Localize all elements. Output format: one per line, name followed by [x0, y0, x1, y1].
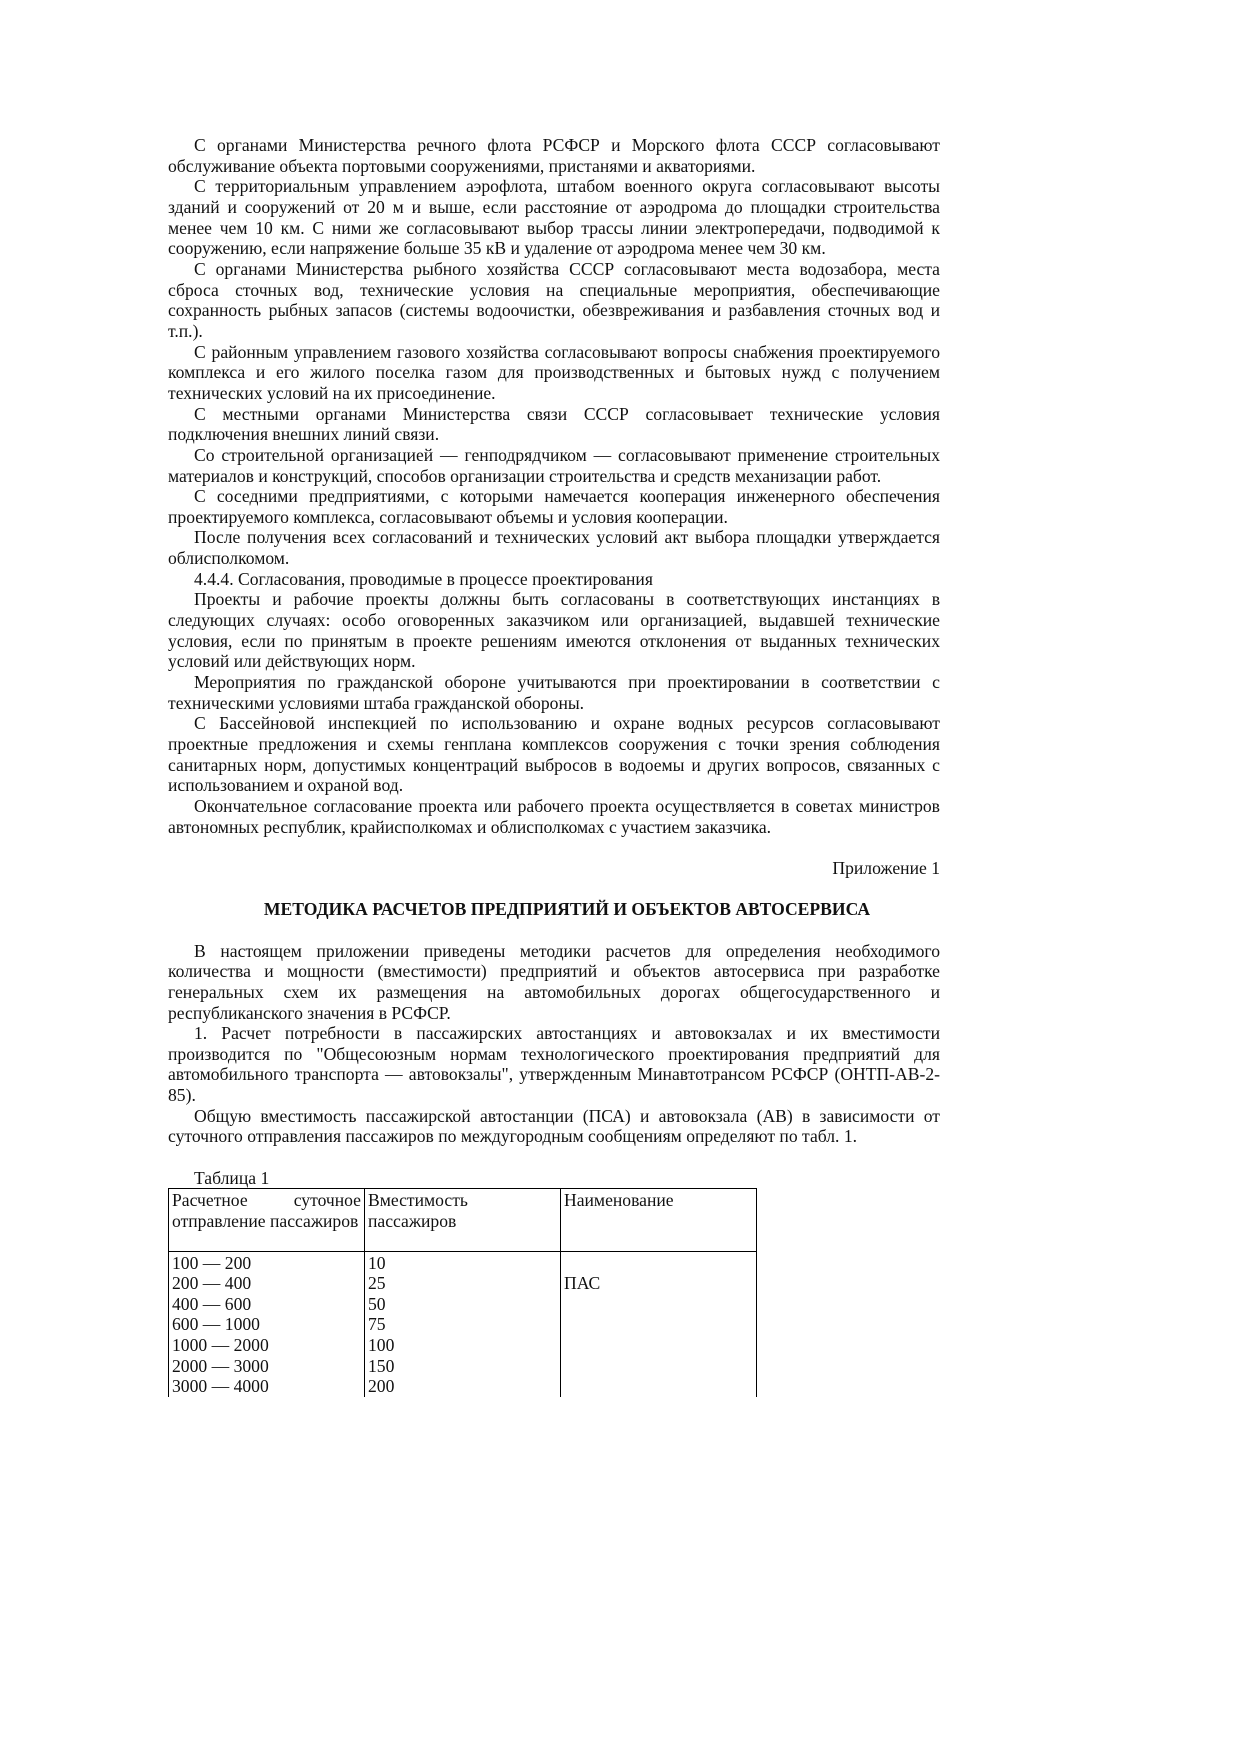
paragraph: С местными органами Министерства связи СССР согласовывает технические условия подключения внешних линий связи.	[168, 403, 940, 445]
table-cell	[561, 1376, 757, 1397]
table-cell: 600 — 1000	[169, 1314, 365, 1335]
document-page	[168, 135, 940, 1397]
paragraph: С Бассейновой инспекцией по использованию и охране водных ресурсов согласовывают проектные предложения и схемы генплана комплексов сооружения с точки зрения соблюдения санитарных норм, допустимых концентраций выбросов в водоемы и других вопросов, связанных с использованием и охраной вод.	[168, 713, 940, 796]
table-cell: 25	[365, 1273, 561, 1294]
table-body	[169, 1252, 757, 1396]
table-row	[169, 1314, 757, 1335]
paragraph: Мероприятия по гражданской обороне учитываются при проектировании в соответствии с техническими условиями штаба гражданской обороны.	[168, 672, 940, 713]
paragraph: С органами Министерства рыбного хозяйства СССР согласовывают места водозабора, места сброса сточных вод, технические условия на специальные мероприятия, обеспечивающие сохранность рыбных запасов (системы водоочистки, обезвреживания и разбавления сточных вод и т.п.).	[168, 258, 940, 341]
paragraph: 1. Расчет потребности в пассажирских автостанциях и автовокзалах и их вместимости производится по "Общесоюзным нормам технологического проектирования предприятий для автомобильного транспорта — автовокзалы", утвержденным Минавтотрансом РСФСР (ОНТП-АВ-2-85).	[168, 1023, 940, 1106]
table-cell: 150	[365, 1356, 561, 1377]
paragraph: С органами Министерства речного флота РСФСР и Морского флота СССР согласовывают обслуживание объекта портовыми сооружениями, пристанями и акваториями.	[168, 135, 940, 176]
table-cell	[561, 1335, 757, 1356]
paragraph: После получения всех согласований и технических условий акт выбора площадки утверждается облисполкомом.	[168, 527, 940, 569]
table-cell: 1000 — 2000	[169, 1335, 365, 1356]
paragraph: 4.4.4. Согласования, проводимые в процессе проектирования	[194, 568, 653, 589]
table-cell	[561, 1356, 757, 1377]
paragraph: Окончательное согласование проекта или рабочего проекта осуществляется в советах министров автономных республик, крайисполкомах и облисполкомах с участием заказчика.	[168, 796, 940, 837]
table-cell: 75	[365, 1314, 561, 1335]
table-cell	[561, 1252, 757, 1273]
table-row	[169, 1273, 757, 1294]
table-row	[169, 1335, 757, 1356]
table-header-cell: Наименование	[561, 1189, 757, 1252]
table-header-cell: Вместимость пассажиров	[365, 1189, 561, 1252]
paragraph: Проекты и рабочие проекты должны быть согласованы в соответствующих инстанциях в следующих случаях: особо оговоренных заказчиком или организацией, выдавшей технические условия, если по принятым в проекте решениям имеются отклонения от выданных технических условий или действующих норм.	[168, 589, 940, 672]
table-1	[168, 1188, 757, 1396]
appendix-label: Приложение 1	[832, 857, 940, 878]
table-cell: 100 — 200	[169, 1252, 365, 1273]
table-cell: 200	[365, 1376, 561, 1397]
table-cell: 50	[365, 1294, 561, 1315]
table-cell: 100	[365, 1335, 561, 1356]
table-cell: 2000 — 3000	[169, 1356, 365, 1377]
appendix-title: МЕТОДИКА РАСЧЕТОВ ПРЕДПРИЯТИЙ И ОБЪЕКТОВ АВТОСЕРВИСА	[263, 899, 871, 920]
table-header-row	[169, 1189, 757, 1252]
appendix-text	[168, 941, 940, 1148]
table-cell: 10	[365, 1252, 561, 1273]
body-text	[168, 135, 940, 837]
paragraph: С соседними предприятиями, с которыми намечается кооперация инженерного обеспечения проектируемого комплекса, согласовывают объемы и условия кооперации.	[168, 486, 940, 527]
table-cell: 200 — 400	[169, 1273, 365, 1294]
table-cell: 3000 — 4000	[169, 1376, 365, 1397]
paragraph: Со строительной организацией — генподрядчиком — согласовывают применение строительных материалов и конструкций, способов организации строительства и средств механизации работ.	[168, 444, 940, 486]
paragraph: С территориальным управлением аэрофлота, штабом военного округа согласовывают высоты зданий и сооружений от 20 м и выше, если расстояние от аэродрома до площадки строительства менее чем 10 км. С ними же согласовывают выбор трассы линии электропередачи, подводимой к сооружению, если напряжение больше 35 кВ и удаление от аэродрома менее чем 30 км.	[168, 176, 940, 259]
table-row	[169, 1376, 757, 1397]
table-cell: ПАС	[561, 1273, 757, 1294]
table-row	[169, 1294, 757, 1315]
paragraph: С районным управлением газового хозяйства согласовывают вопросы снабжения проектируемого комплекса и его жилого поселка газом для производственных и бытовых нужд с получением технических условий на их присоединение.	[168, 341, 940, 403]
table-caption: Таблица 1	[194, 1167, 270, 1188]
paragraph: В настоящем приложении приведены методики расчетов для определения необходимого количества и мощности (вместимости) предприятий и объектов автосервиса при разработке генеральных схем их размещения на автомобильных дорогах общегосударственного и республиканского значения в РСФСР.	[168, 940, 940, 1023]
paragraph: Общую вместимость пассажирской автостанции (ПСА) и автовокзала (АВ) в зависимости от суточного отправления пассажиров по междугородным сообщениям определяют по табл. 1.	[168, 1105, 940, 1147]
table-header-cell: Расчетное суточное отправление пассажиров	[169, 1189, 365, 1252]
table-cell: 400 — 600	[169, 1294, 365, 1315]
table-row	[169, 1252, 757, 1273]
table-row	[169, 1356, 757, 1377]
table-cell	[561, 1314, 757, 1335]
table-cell	[561, 1294, 757, 1315]
